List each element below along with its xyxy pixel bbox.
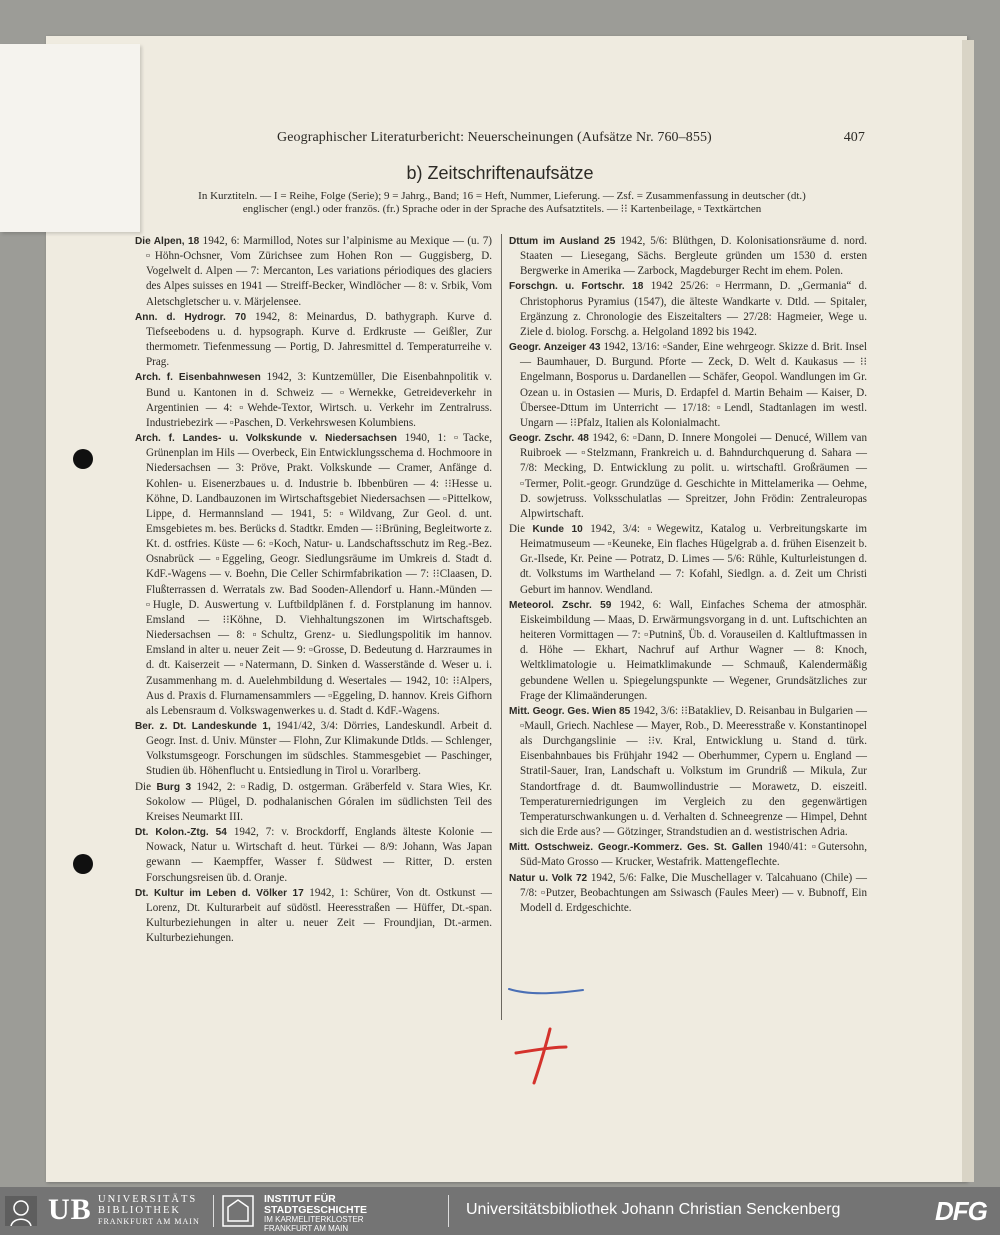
bibliography-entry	[509, 598, 867, 704]
journal-title: Arch. f. Landes- u. Volkskunde v. Niedersachsen	[135, 433, 397, 445]
journal-title: Mitt. Geogr. Ges. Wien 85	[509, 705, 631, 717]
journal-title: Arch. f. Eisenbahnwesen	[135, 372, 261, 384]
footer-separator	[448, 1195, 449, 1227]
ub-logo: UB	[48, 1193, 92, 1226]
inst-line-4: FRANKFURT AM MAIN	[264, 1224, 349, 1233]
entry-text: 1942, 2: ▫Radig, D. ostgerman. Gräberfeld v. Stara Wies, Kr. Sokolow — Plügel, D. podhalanischen Góralen im südlichsten Teil des Kreises Neumarkt III.	[146, 780, 492, 823]
entry-text: 1942, 1: Schürer, Von dt. Ostkunst — Lorenz, Dt. Kulturarbeit auf südöstl. Heeresstraßen — Hüffer, Dt.-span. Kulturbeziehungen in alter u. neuer Zeit — Froundjian, Dt.-armen. Kulturbeziehungen.	[146, 886, 492, 945]
entry-text: 1942, 8: Meinardus, D. bathygraph. Kurve d. Tiefseebodens u. d. hypsograph. Kurve d. Erdkruste — Geißler, Zur thermometr. Tiefenmessung — Portig, D. Jahresmittel d. Temperaturreihe v. Prag.	[146, 310, 492, 369]
journal-title: Burg 3	[156, 781, 192, 793]
bibliography-entry	[509, 840, 867, 870]
column-divider	[501, 234, 502, 1020]
bibliography-entry	[509, 704, 867, 840]
abbreviation-line-2: englischer (engl.) oder französ. (fr.) Sprache oder in der Sprache des Aufsatztitels. — ⁝⁝ Kartenbeilage, ▫ Textkärtchen	[242, 203, 762, 215]
entry-text: 1942, 3/4: ▫Wegewitz, Katalog u. Verbreitungskarte im Heimatmuseum — ▫Keuneke, Ein flaches Hügelgrab a. d. frühen Eisenzeit b. Gr.-Ilsede, Kr. Peine — Potratz, D. Limes — 5/6: Rühle, Kulturleistungen d. dt. Volkstums im Wartheland — 7: Kofahl, Siedlgn. a. d. Zeit um Christi Geburt im hannov. Wendland.	[520, 522, 867, 596]
punch-hole	[73, 449, 93, 469]
ub-logo-text	[98, 1194, 200, 1227]
journal-title: Dttum im Ausland 25	[509, 236, 616, 247]
section-title: b) Zeitschriftenaufsätze	[406, 163, 594, 183]
entry-text: 1940/41: ▫Gutersohn, Süd-Mato Grosso — Krucker, Westafrik. Mattengeflechte.	[520, 841, 867, 869]
ub-line-3: FRANKFURT AM MAIN	[98, 1217, 200, 1226]
journal-title: Dt. Kultur im Leben d. Völker 17	[135, 887, 304, 899]
entry-text: 1942, 5/6: Blüthgen, D. Kolonisationsräume d. nord. Staaten — Liesegang, Sächs. Bergleute gründen um 1530 d. ersten Bergwerke in Amerika — Zarbock, Magdeburger Recht im ehem. Polen.	[520, 235, 867, 278]
journal-title: Dt. Kolon.-Ztg. 54	[135, 827, 227, 839]
bibliography-entry	[135, 310, 492, 371]
abbreviation-note	[134, 190, 870, 216]
entry-text: 1942, 3: Kuntzemüller, Die Eisenbahnpolitik v. Bund u. Kantonen in d. Schweiz — ▫Wernekke, Getreideverkehr in Argentinien — 4: ▫Wehde-Textor, Wirtsch. u. Verkehr im Zentralruss. Industriebezirk — ▫Paschen, D. Verkehrswesen Kolumbiens.	[146, 371, 492, 429]
bibliography-entry	[135, 780, 492, 825]
institute-logo-text	[264, 1194, 367, 1233]
running-title: Geographischer Literaturbericht: Neuerscheinungen (Aufsätze Nr. 760–855)	[277, 130, 712, 145]
entry-text: 1942, 3/6: ⁝⁝Batakliev, D. Reisanbau in Bulgarien — ▫Maull, Griech. Nachlese — Mayer, Rob., D. Meeresstraße v. Konstantinopel als Durchgangslinie — ⁝⁝v. Kral, Entwicklung u. Stand d. türk. Eisenbahnbaues bis Frühjahr 1942 — Oberhummer, Cypern u. England — Stratil-Sauer, Iran, Landschaft u. Volkstum im Grundriß — Mikula, Zur Standortfrage d. dt. Baumwollindustrie — Morawetz, D. eiszeitl. Temperaturerniedrigungen im Vergleich zu den gegenwärtigen Temperaturschwankungen u. d. Verhalten d. Schneegrenze — Himpel, Dehnt sich die Erde aus? — Götzinger, Strandstudien an d. westistrischen Adria.	[520, 704, 867, 839]
entry-text: 1942, 6: Marmillod, Notes sur l’alpinisme au Mexique — (u. 7) ▫Höhn-Ochsner, Vom Zürichsee zum Hohen Ron — Guggisberg, D. Vogelwelt d. Alpen — 7: Mercanton, Les variations périodiques des glaciers des Alpes suisses en 1941 — Streiff-Becker, Windlöcher — 8: v. Srbik, Vom Aletschgletscher u. v. Märjelensee.	[146, 235, 492, 308]
bibliography-entry	[135, 234, 492, 310]
journal-title: Die Alpen, 18	[135, 236, 200, 247]
running-header	[277, 130, 865, 146]
dfg-logo[interactable]: DFG	[935, 1196, 987, 1226]
page-edge	[962, 40, 974, 1182]
library-name[interactable]: Universitätsbibliothek Johann Christian Senckenberg	[466, 1201, 841, 1218]
bibliography-entry	[135, 886, 492, 947]
entry-prefix: Die	[509, 522, 533, 535]
bibliography-entry	[135, 370, 492, 431]
bibliography-entry	[509, 522, 867, 598]
bibliography-entry	[509, 234, 867, 279]
entry-text: 1942, 6: ▫Dann, D. Innere Mongolei — Denucé, Willem van Ruibroek — ▫Stelzmann, Frankreich u. d. Bahndurchquerung d. Sahara — 7/8: Mecking, D. Entwicklung zu polit. u. wirtschaftl. Großräumen — ▫Termer, Polit.-geogr. Grundzüge d. Geschichte in Mittelamerika — Oehme, D. sowjetruss. Volksschulatlas — Spreitzer, John Frödin: Zentraleuropas Alpwirtschaft.	[520, 432, 867, 520]
page-number: 407	[843, 130, 865, 145]
inst-line-3: IM KARMELITERKLOSTER	[264, 1215, 364, 1224]
entry-text: 1940, 1: ▫Tacke, Grünenplan im Hils — Overbeck, Ein Entwicklungsschema d. Hochmoore in Niedersachsen — 3: Pröve, Prakt. Volkskunde — Cramer, Anfänge d. Kohlen- u. Eisenerzbaues u. d. Industrie b. Ibbenbüren — 4: ⁝⁝Hesse u. Köhne, D. Landbauzonen im Wirtschaftsgebiet Niedersachsen — ▫Pittelkow, Lippe, d. Hermannsland — 1941, 5: ▫Wildvang, Zur Geol. d. unt. Emsgebietes m. bes. Berücks d. Stadtkr. Emden — ⁝⁝Brüning, Begleitworte z. Kt. d. ostfries. Küste — 6: ▫Koch, Natur- u. Landschaftsschutz im Reg.-Bez. Osnabrück — ▫Eggeling, Geogr. Siedlungsräume im Umkreis d. Stadt d. KdF.-Wagens — v. Boehn, Die Celler Schirmfabrikation — 7: ⁝⁝Claasen, D. Flußterrassen d. Werratals zw. Bad Sooden-Allendorf u. Hann.-Münden — ▫Hugle, D. Auswertung v. Luftbildplänen f. d. Forstplanung im hannov. Emsland — ⁝⁝Köhne, D. Viehhaltungszonen im Wirtschaftsgeb. Niedersachsen — 8: ▫Schultz, Grenz- u. Siedlungspolitik im hannov. Emsland in alter u. neuer Zeit — 9: ▫Grosse, D. Bedeutung d. Harzraumes in d. dt. Kaiserzeit — ▫Natermann, D. Sinken d. Wasserstände d. Weser u. i. Zusammenhang m. d. Auelehmbildung d. Wesertales — 1942, 10: ⁝⁝Alpers, Aus d. Praxis d. Flurnamensammlers — ▫Eggeling, D. hannov. Kreis Gifhorn als Lebensraum d. Volkswagenwerkes u. d. Stadt d. KdF.-Wagens.	[146, 432, 493, 717]
blue-pencil-underline	[508, 985, 584, 997]
inst-line-1: INSTITUT FÜR	[264, 1193, 336, 1205]
abbreviation-line-1: In Kurztiteln. — I = Reihe, Folge (Serie); 9 = Jahrg., Band; 16 = Heft, Nummer, Lieferung. — Zsf. = Zusammenfassung in deutscher (dt.)	[198, 190, 806, 202]
bibliography-entry	[509, 279, 867, 340]
ub-line-1: UNIVERSITÄTS	[98, 1194, 198, 1205]
institute-emblem-icon	[222, 1195, 254, 1227]
journal-title: Kunde 10	[532, 523, 583, 535]
entry-text: 1942 25/26: ▫Herrmann, D. „Germania“ d. Christophorus Pyramius (1547), die älteste Wandkarte v. Dtld. — Spitaler, Ergänzung z. Chronologie des Eiszeitalters — 27/28: Hagmeier, Wege u. Ziele d. biolog. Forschg. a. Helgoland 1892 bis 1942.	[520, 280, 868, 338]
journal-title: Ber. z. Dt. Landeskunde 1,	[135, 721, 271, 732]
footer-bar	[0, 1187, 1000, 1235]
entry-text: 1942, 7: v. Brockdorff, Englands älteste Kolonie — Nowack, Natur u. Wirtschaft d. heut. Türkei — 8/9: Johann, Was Japan gewann — Kaempffer, Wasser f. Südwest — Ritter, D. ersten Forschungsreisen üb. d. Oranje.	[146, 826, 493, 884]
journal-title: Forschgn. u. Fortschr. 18	[509, 281, 644, 293]
bibliography-entry	[135, 825, 492, 886]
entry-text: 1942, 13/16: ▫Sander, Eine wehrgeogr. Skizze d. Brit. Insel — Baumhauer, D. Burgund. Pforte — Zeck, D. Welt d. Kaukasus — ⁝⁝Engelmann, Bosporus u. Dardanellen — Schäfer, Geopol. Wandlungen im Gr. Ozean u. in Ostasien — Muris, D. Erdapfel d. Martin Behaim — Kaiser, D. Übersee-Dttum im Unterricht — 17/18: ▫Lendl, Stadtanlagen im westl. Ungarn — ⁝⁝Pfalz, Italien als Kolonialmacht.	[520, 341, 868, 429]
journal-title: Geogr. Zschr. 48	[509, 433, 589, 445]
red-pencil-cross	[510, 1025, 570, 1087]
journal-title: Ann. d. Hydrogr. 70	[135, 311, 247, 323]
entry-text: 1942, 5/6: Falke, Die Muschellager v. Talcahuano (Chile) — 7/8: ▫Putzer, Beobachtungen am Ssiwasch (Faules Meer) — v. Bubnoff, Ein Modell d. Erdgeschichte.	[520, 871, 867, 914]
journal-title: Mitt. Ostschweiz. Geogr.-Kommerz. Ges. St. Gallen	[509, 842, 763, 854]
journal-title: Meteorol. Zschr. 59	[509, 599, 612, 611]
inst-line-2: STADTGESCHICHTE	[264, 1203, 368, 1216]
bibliography-entry	[135, 431, 492, 719]
right-column	[509, 234, 867, 916]
ub-line-2: BIBLIOTHEK	[98, 1205, 181, 1216]
punch-hole	[73, 854, 93, 874]
paper-slip	[0, 44, 140, 232]
bibliography-entry	[509, 871, 867, 916]
journal-title: Geogr. Anzeiger 43	[509, 342, 601, 354]
entry-text: 1941/42, 3/4: Dörries, Landeskundl. Arbeit d. Geogr. Inst. d. Univ. Münster — Flohn, Zur Klimakunde Dtlds. — Schlenger, Volkstumsgeogr. Forschungen im südschles. Stammesgebiet — Paschinger, Studien üb. Höhenflucht u. Entsiedlung in Tirol u. Vorarlberg.	[146, 720, 492, 778]
journal-title: Natur u. Volk 72	[509, 872, 588, 884]
footer-separator	[213, 1195, 214, 1227]
entry-text: 1942, 6: Wall, Einfaches Schema der atmosphär. Eiskeimbildung — Maas, D. Erwärmungsvorgang in d. unt. Luftschichten an heiteren Vormittagen — 7: ▫Putninš, Üb. d. Vorauseilen d. Kaltluftmassen in d. Höhe — Ekhart, Nachruf auf Arthur Wagner — 8: Knoch, Weltklimatologie u. Heimatklimakunde — Schmauß, Kalendermäßig gebundene Wellen u. Spiegelungspunkte — Wegener, Grundsätzliches zur Frage der Klimaänderungen.	[520, 598, 868, 702]
entry-prefix: Die	[135, 780, 157, 793]
bibliography-entry	[509, 431, 867, 522]
bibliography-entry	[509, 340, 867, 431]
goethe-portrait-icon	[5, 1196, 37, 1226]
bibliography-entry	[135, 719, 492, 780]
left-column	[135, 234, 492, 946]
